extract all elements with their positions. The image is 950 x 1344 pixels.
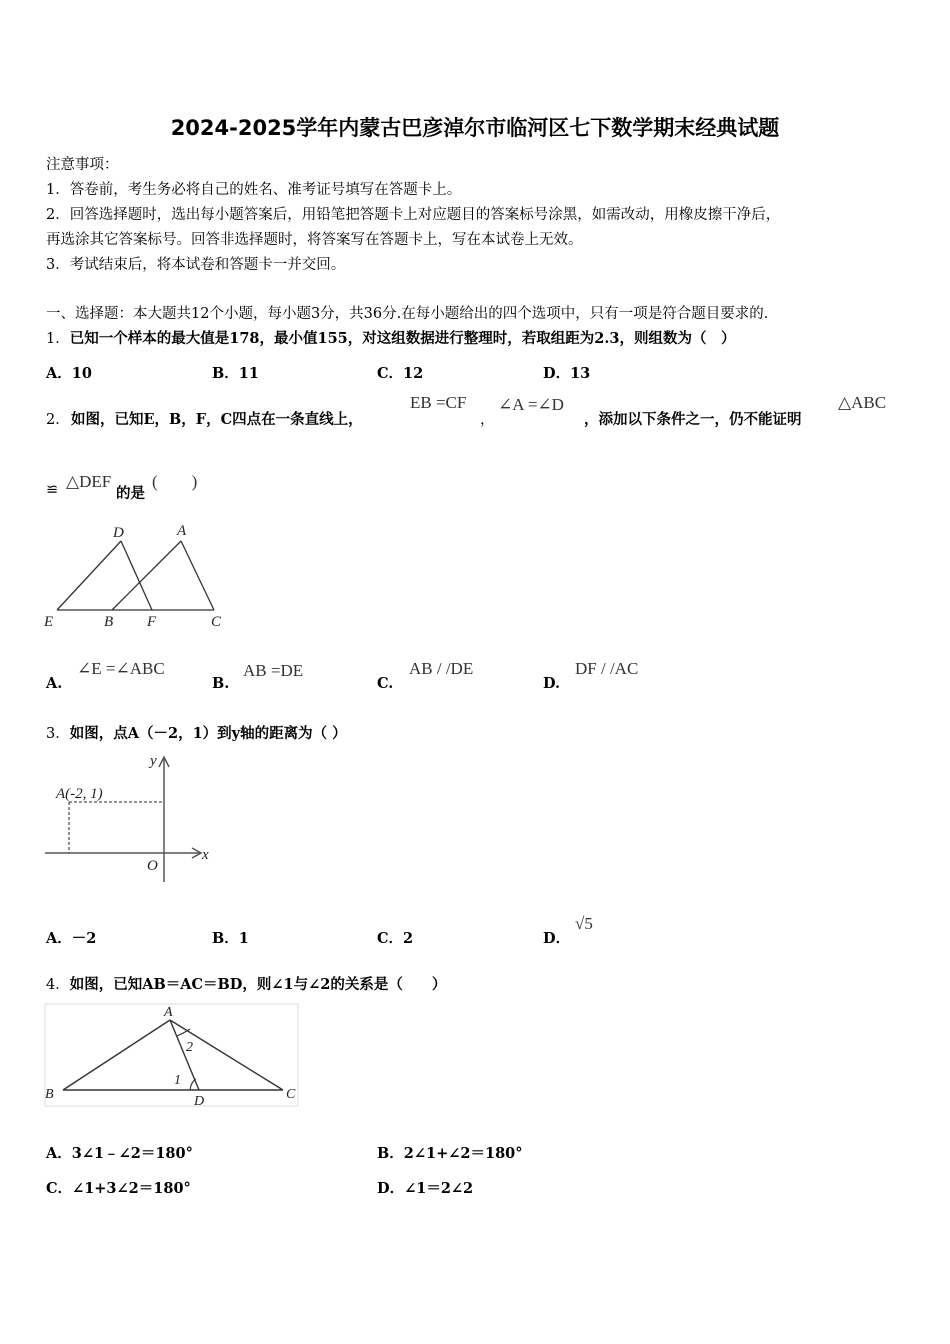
q4-option-d xyxy=(377,1177,473,1198)
svg-text:F: F xyxy=(147,614,157,630)
svg-text:y: y xyxy=(150,753,157,769)
q2-math-eb-cf: EB =CF xyxy=(410,393,467,412)
q2-math-def: △DEF xyxy=(66,472,112,491)
q1-option-d xyxy=(543,362,590,383)
option-label: B． xyxy=(212,930,239,947)
question-number: 4． xyxy=(46,977,70,993)
option-label: D． xyxy=(377,1180,405,1197)
notice-item: 3．考试结束后，将本试卷和答题卡一并交回。 xyxy=(46,257,346,273)
svg-text:O: O xyxy=(147,858,158,874)
question-1 xyxy=(46,327,736,348)
option-label: A． xyxy=(46,365,72,382)
congruent-symbol: ≌ xyxy=(46,482,59,498)
svg-text:B: B xyxy=(104,614,114,630)
q2-number: 2． xyxy=(46,412,70,428)
q3-option-c xyxy=(377,927,413,948)
q2-option-a-math: ∠E =∠ABC xyxy=(77,659,165,678)
svg-text:A: A xyxy=(164,1005,173,1020)
svg-text:1: 1 xyxy=(174,1073,181,1088)
q1-option-a xyxy=(46,362,92,383)
question-text: 已知一个样本的最大值是178，最小值155，对这组数据进行整理时，若取组距为2.3，则组数为（ ） xyxy=(69,330,736,347)
option-text: ∠1＝2∠2 xyxy=(404,1180,474,1197)
option-text: －2 xyxy=(71,930,97,947)
option-text: 11 xyxy=(238,365,259,382)
q2-option-d-label: D. xyxy=(543,675,561,692)
question-3 xyxy=(46,722,347,743)
question-text: 如图，已知AB＝AC＝BD，则∠1与∠2的关系是（ ） xyxy=(69,976,447,993)
q2-option-c-label: C. xyxy=(377,675,394,692)
q2-blank: ( ) xyxy=(152,472,198,491)
q2-text-part2: ，添加以下条件之一，仍不能证明 xyxy=(584,411,802,428)
option-label: B． xyxy=(212,365,239,382)
option-text: 12 xyxy=(403,365,424,382)
option-label: B． xyxy=(377,1145,404,1162)
q2-option-a-label: A. xyxy=(46,675,63,692)
option-text: 1 xyxy=(238,930,249,947)
option-text: 2 xyxy=(403,930,414,947)
section-heading: 一、选择题：本大题共12个小题，每小题3分，共36分.在每小题给出的四个选项中，只有一项是符合题目要求的. xyxy=(46,306,769,322)
svg-text:2: 2 xyxy=(186,1040,193,1055)
option-text: ∠1+3∠2＝180° xyxy=(72,1180,191,1197)
q2-sep: ， xyxy=(480,412,495,428)
q4-option-c xyxy=(46,1177,191,1198)
q3-option-b xyxy=(212,927,249,948)
svg-text:A(-2, 1): A(-2, 1) xyxy=(56,786,103,802)
option-label: D． xyxy=(543,365,571,382)
option-text: 2∠1+∠2＝180° xyxy=(403,1145,523,1162)
q2-option-c-math: AB / /DE xyxy=(409,659,474,678)
q2-text-part1: 如图，已知E，B，F，C四点在一条直线上， xyxy=(71,411,363,428)
option-label: A． xyxy=(46,930,72,947)
svg-text:A: A xyxy=(177,523,187,539)
option-label: C． xyxy=(46,1180,73,1197)
option-label: C． xyxy=(377,365,404,382)
notice-item: 1．答卷前，考生务必将自己的姓名、准考证号填写在答题卡上。 xyxy=(46,182,462,198)
option-text: 10 xyxy=(71,365,92,382)
q4-triangle-figure xyxy=(44,1003,300,1109)
svg-text:x: x xyxy=(202,847,209,863)
page-title: 2024-2025学年内蒙古巴彦淖尔市临河区七下数学期末经典试题 xyxy=(170,116,780,140)
q2-triangle-figure xyxy=(40,515,240,635)
q2-text-part3: 的是 xyxy=(116,485,145,502)
q2-math-angle: ∠A =∠D xyxy=(498,395,564,414)
svg-text:C: C xyxy=(286,1087,296,1102)
svg-text:D: D xyxy=(194,1094,205,1109)
question-text: 如图，点A（－2，1）到y轴的距离为（ ） xyxy=(69,725,347,742)
option-label: C． xyxy=(377,930,404,947)
q2-option-b-math: AB =DE xyxy=(243,661,304,680)
q3-option-a xyxy=(46,927,96,948)
q4-option-a xyxy=(46,1142,193,1163)
q3-option-d-label: D． xyxy=(543,930,571,947)
svg-text:C: C xyxy=(211,614,222,630)
notice-item: 2．回答选择题时，选出每小题答案后，用铅笔把答题卡上对应题目的答案标号涂黑，如需改动，用橡皮擦干净后， xyxy=(46,207,781,223)
q3-option-d-math: √5 xyxy=(575,914,593,933)
option-text: 3∠1﹣∠2＝180° xyxy=(71,1145,193,1162)
question-4 xyxy=(46,973,446,994)
svg-text:D: D xyxy=(113,525,124,541)
notice-heading: 注意事项： xyxy=(46,157,119,173)
q2-option-b-label: B. xyxy=(212,675,230,692)
svg-text:B: B xyxy=(45,1087,54,1102)
svg-text:E: E xyxy=(44,614,54,630)
question-number: 3． xyxy=(46,726,70,742)
option-text: 13 xyxy=(570,365,591,382)
q2-math-abc: △ABC xyxy=(838,393,887,412)
q1-option-b xyxy=(212,362,259,383)
notice-item: 再选涂其它答案标号。回答非选择题时，将答案写在答题卡上，写在本试卷上无效。 xyxy=(46,232,583,248)
q3-coordinate-figure xyxy=(40,745,230,890)
q1-option-c xyxy=(377,362,423,383)
option-label: A． xyxy=(46,1145,72,1162)
question-number: 1． xyxy=(46,331,70,347)
q4-option-b xyxy=(377,1142,523,1163)
q2-option-d-math: DF / /AC xyxy=(575,659,639,678)
